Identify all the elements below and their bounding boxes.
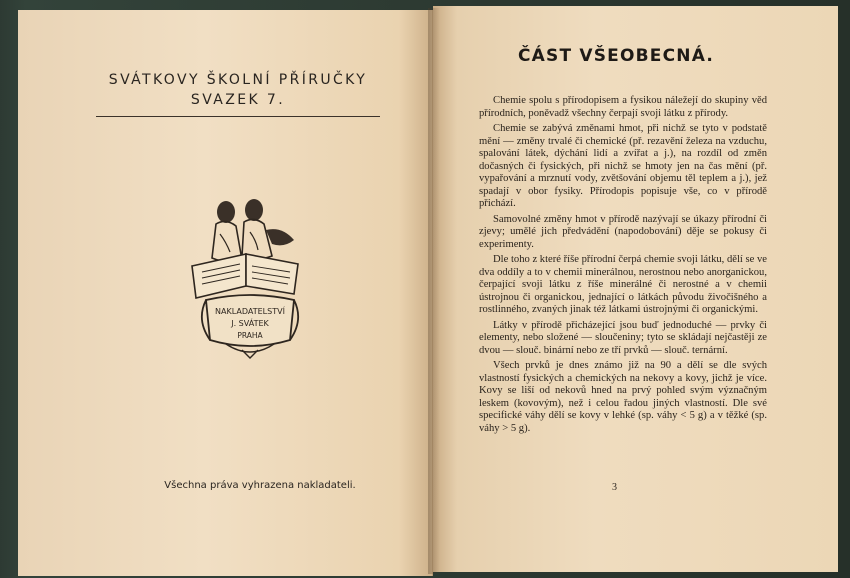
paragraph: Samovolné změny hmot v přírodě nazývají se úkazy přírodní či zjevy; umělé jich předvádění (napodobování) děje se pokusy či experimenty. <box>479 213 767 250</box>
publisher-emblem-icon <box>186 190 314 360</box>
paragraph: Všech prvků je dnes známo již na 90 a dělí se dle svých vlastností fysických a chemických na nekovy a kovy, jichž je více. Kovy se liší od nekovů hned na prvý pohled svým význačným leskem (kovovým), než i celou řadou jiných vlastností. Dle své specifické váhy dělí se kovy v lehké (sp. váhy < 5 g) a v těžké (sp. váhy > 5 g). <box>479 360 767 434</box>
paragraph: Látky v přírodě přicházející jsou buď jednoduché — prvky či elementy, nebo složené — sloučeniny; tyto se skládají nejčastěji ze dvou — slouč. binární nebo ze tří prvků — slouč. ternární. <box>479 319 767 356</box>
series-title <box>90 70 386 117</box>
body-text <box>479 95 767 438</box>
spine-shadow <box>428 8 440 574</box>
page-number: 3 <box>612 482 617 493</box>
rights-notice: Všechna práva vyhrazena nakladateli. <box>164 480 356 491</box>
series-line-2: SVAZEK 7. <box>190 92 286 108</box>
paragraph: Chemie spolu s přírodopisem a fysikou náležejí do skupiny věd přírodních, poněvadž všechny čerpají svoji látku z přírody. <box>479 95 767 119</box>
section-heading: ČÁST VŠEOBECNÁ. <box>517 46 715 66</box>
series-rule <box>96 116 380 117</box>
paragraph: Chemie se zabývá změnami hmot, při nichž se tyto v podstatě mění — změny trvalé či chemické (př. rezavění železa na vzduchu, spalování látek, dýchání lidí a zvířat a j.), na rozdíl od změn dočasných či fysických, při nichž se hmoty jen na čas mění (př. vypařování a mrznutí vody, zvětšování objemu těl teplem a j.), jež spadají v obor fysiky. Přírodopis popisuje vše, co v přírodě přichází. <box>479 123 767 209</box>
series-line-1: SVÁTKOVY ŠKOLNÍ PŘÍRUČKY <box>108 72 368 88</box>
emblem-text-2: J. SVÁTEK <box>231 319 269 328</box>
paragraph: Dle toho z které říše přírodní čerpá chemie svoji látku, dělí se ve dva oddíly a to v chemii minerálnou, nerostnou nebo anorganickou, čerpající svoji látku z říše minerálné či nerostné a v chemii ústrojnou či organickou, jednající o látkách původu živočišného a rostlinného, zvaných jinak též látkami ústrojnými či organickými. <box>479 254 767 315</box>
emblem-text-1: NAKLADATELSTVÍ <box>215 307 285 316</box>
emblem-text-3: PRAHA <box>237 331 263 340</box>
